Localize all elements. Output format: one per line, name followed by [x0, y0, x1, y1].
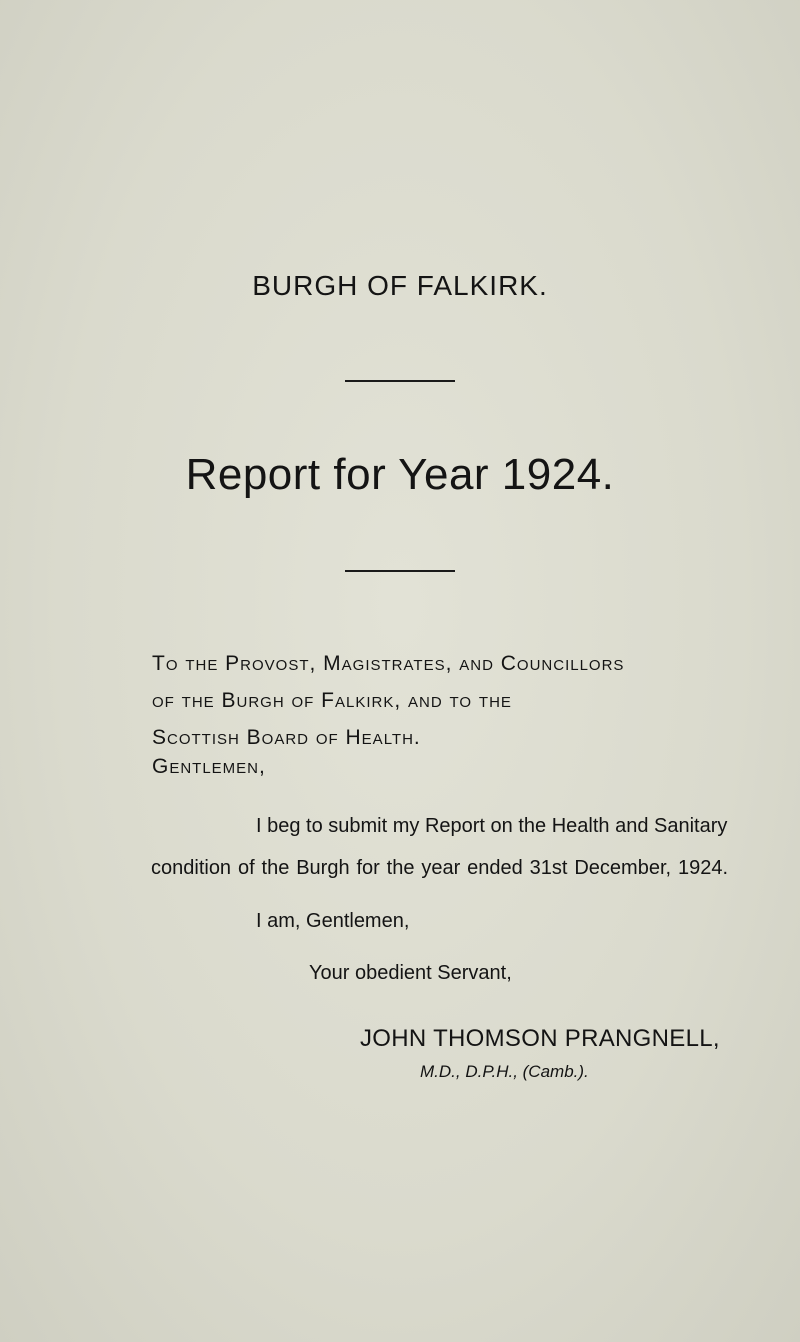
address-line: of the Burgh of Falkirk, and to the [152, 689, 512, 712]
body-line: condition of the Burgh for the year ended 31st December, 1924. [151, 857, 728, 879]
address-line: To the Provost, Magistrates, and Councillors [152, 652, 625, 675]
salutation: Gentlemen, [152, 755, 266, 778]
closing-line: I am, Gentlemen, [256, 910, 410, 932]
closing-line: Your obedient Servant, [309, 962, 512, 984]
address-block [152, 645, 624, 756]
body-line: I beg to submit my Report on the Health and Sanitary [256, 815, 728, 837]
report-title: Report for Year 1924. [185, 450, 615, 499]
divider-rule-top [345, 380, 455, 382]
address-line: Scottish Board of Health. [152, 726, 421, 749]
burgh-heading: BURGH OF FALKIRK. [252, 270, 548, 301]
signature-qualifications: M.D., D.P.H., (Camb.). [420, 1062, 589, 1081]
signature-name: JOHN THOMSON PRANGNELL, [360, 1025, 720, 1052]
divider-rule-bottom [345, 570, 455, 572]
